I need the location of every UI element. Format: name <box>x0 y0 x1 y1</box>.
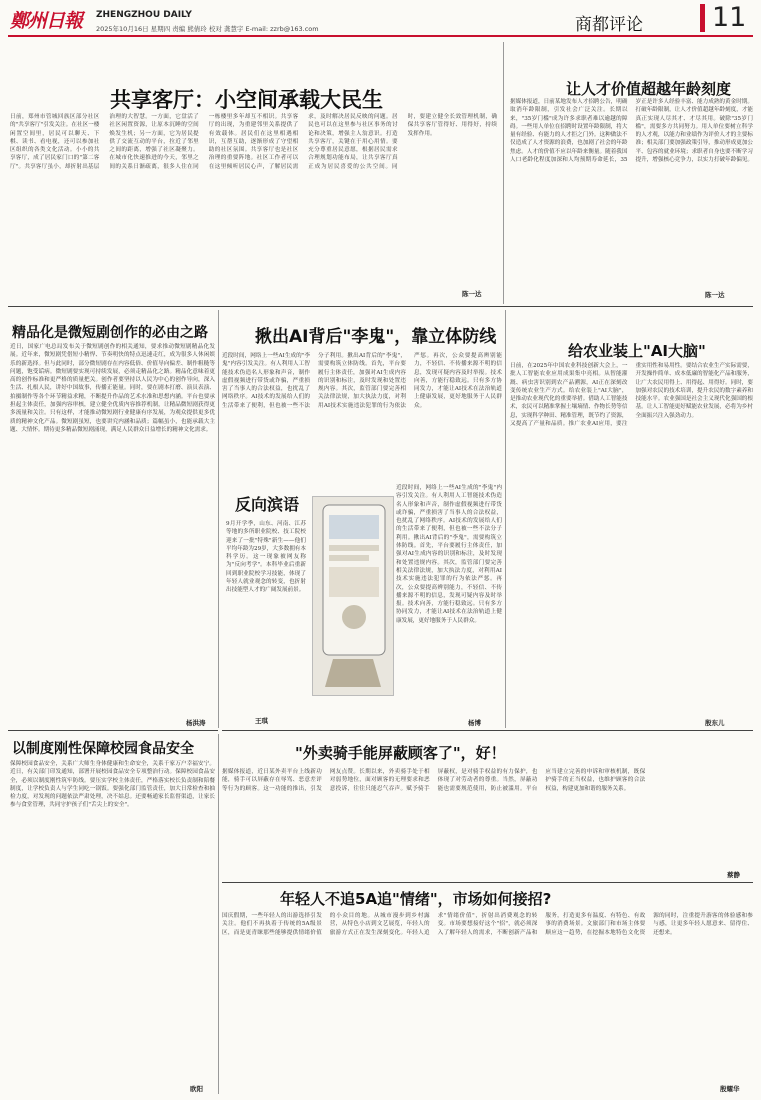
article7-body: 据媒体报道，近日某外卖平台上线新功能，骑手可以屏蔽存在辱骂、恶意差评等行为的顾客。这一功能的推出，引发网友点赞。长期以来，外卖骑手处于相对弱势地位，面对顾客的无理要求和恶意投诉，往往只能忍气吞声。赋予骑手屏蔽权，是对骑手权益的有力保护，也体现了对劳动者的尊重。当然，屏蔽功能也需要规范使用，防止被滥用。平台应当建立完善的申诉和审核机制，既保护骑手的正当权益，也维护顾客的合法权益，构建更加和谐的服务关系。 <box>222 769 646 792</box>
article5-author: 殷东儿 <box>705 719 725 727</box>
page-number: 11 <box>712 2 747 33</box>
issue-info: 2025年10月16日 星期四 责编 熊倩玲 校对 龚慧宇 E-mail: zzrb@163.com <box>96 25 319 33</box>
article8-author: 殷耀华 <box>720 1085 740 1093</box>
masthead-rule <box>8 35 753 37</box>
article2-body: 据媒体报道，日前某地发布人才招聘公告，明确取消年龄限制，引发社会广泛关注。长期以来，"35岁门槛"成为许多求职者难以逾越的障碍。一些用人单位在招聘时设置年龄限制，将大量有经验、有能力的人才拒之门外。这种做法不仅造成了人才资源的浪费，也加剧了社会的年龄焦虑。人才的价值不应以年龄来衡量。随着我国人口老龄化程度加深和人均预期寿命延长，35岁正是许多人经验丰富、能力成熟的黄金时期。打破年龄限制，让人才价值超越年龄刻度，才能真正实现人尽其才、才尽其用。破除"35岁门槛"，需要多方共同努力。用人单位要树立科学的人才观，以能力和业绩作为评价人才的主要标准；相关部门要加强政策引导，推动形成更加公平、包容的就业环境；求职者自身也要不断学习提升，增强核心竞争力，以实力打破年龄偏见。 <box>510 99 753 164</box>
column-author: 王琪 <box>255 717 268 725</box>
section-name: 商都评论 <box>575 15 643 35</box>
article1-title: 共享客厅：小空间承载大民生 <box>110 88 383 112</box>
article1-author: 陈一达 <box>462 290 482 298</box>
column-divider <box>505 310 506 728</box>
article6-title: 以制度刚性保障校园食品安全 <box>12 741 194 757</box>
section-rule-1 <box>8 306 753 307</box>
section-rule-3 <box>222 730 753 731</box>
article5-title: 给农业装上"AI大脑" <box>568 342 706 360</box>
article5-body: 日前，在2025年中国农业科技创新大会上，一批人工智能农业应用成果集中亮相。从智能灌溉、病虫害识别到农产品溯源，AI正在深刻改变传统农业生产方式。给农业装上"AI大脑"，是推动农业现代化的重要举措。借助人工智能技术，农民可以精准掌握土壤墒情、作物长势等信息，实现科学种田、精准管理，既节约了资源，又提高了产量和品质。推广农业AI应用，要注重实用性和易用性。要结合农业生产实际需要，开发操作简单、成本低廉的智能化产品和服务，让广大农民用得上、用得起、用得好。同时，要加强对农民的技术培训，提升农民的数字素养和技能水平。农业强国是社会主义现代化强国的根基。让人工智能更好赋能农业发展，必将为乡村全面振兴注入强劲动力。 <box>510 363 753 428</box>
article4-author: 杨博 <box>468 719 481 727</box>
article4-body: 近段时间，网络上一些AI生成的"李鬼"内容引发关注。有人利用人工智能技术伪造名人形象和声音，制作虚假视频进行带货或诈骗，严重损害了当事人的合法权益，也扰乱了网络秩序。AI技术的发展给人们的生活带来了便利，但也被一些不法分子利用。揪出AI背后的"李鬼"，需要构筑立体防线。首先，平台要履行主体责任，加强对AI生成内容的识别和标注，及时发现和处置违规内容。其次，监管部门要完善相关法律法规，加大执法力度，对利用AI技术实施违法犯罪的行为依法严惩。再次，公众要提高辨别能力，不轻信、不传播来源不明的信息，发现可疑内容及时举报。技术向善，方能行稳致远。只有多方协同发力，才能让AI技术在法治轨道上健康发展，更好地服务于人民群众。 <box>396 485 502 624</box>
article4-title: 揪出AI背后"李鬼"，靠立体防线 <box>255 327 497 347</box>
newspaper-logo: 鄭州日報 <box>10 10 83 32</box>
column-title: 反向滨语 <box>235 495 300 514</box>
section-rule-2 <box>8 730 218 731</box>
article1-body: 日前，郑州市管城回族区部分社区的"共享客厅"引发关注。在社区一楼闲置空间里，居民可以聊天、下棋、读书、看电视，还可以参加社区组织的各类文化活动。小小的共享客厅，成了居民家门口的"第二客厅"。共享客厅虽小，却折射出基层治理的大智慧。一方面，它盘活了社区闲置资源，让原本沉睡的空间焕发生机；另一方面，它为居民提供了交流互动的平台，拉近了邻里之间的距离，增强了社区凝聚力。在城市化快速推进的今天，邻里之间的关系日渐疏离，很多人住在同一栋楼里多年却互不相识。共享客厅的出现，为重建邻里关系提供了有效载体。居民们在这里相遇相识，互帮互助，逐渐形成了守望相助的社区氛围。共享客厅也是社区治理的重要阵地。社区工作者可以在这里倾听居民心声，了解居民需求，及时解决居民反映的问题。居民也可以在这里参与社区事务的讨论和决策，增强主人翁意识。打造共享客厅，关键在于用心用情。要充分尊重居民意愿，根据居民需求合理规划功能布局，让共享客厅真正成为居民喜爱的公共空间。同时，要建立健全长效管理机制，确保共享客厅管得好、用得好，持续发挥作用。 <box>10 114 497 170</box>
page-number-bar <box>700 4 705 32</box>
section-rule-4 <box>222 882 753 883</box>
article8-title: 年轻人不追5A追"情绪"，市场如何接招? <box>280 890 552 908</box>
article3-body: 近日，国家广电总局发布关于微短剧创作的相关通知，要求推动微短剧精品化发展。近年来，微短剧凭借短小精悍、节奏明快的特点迅速走红，成为很多人休闲娱乐的新选择。但与此同时，部分微短剧存在内容低俗、价值导向偏差、制作粗糙等问题，饱受诟病。微短剧要实现可持续发展，必须走精品化之路。精品化意味着更高的创作标准和更严格的质量把关。创作者要坚持以人民为中心的创作导向，深入生活、扎根人民，讲好中国故事，传播正能量。同时，要在剧本打磨、演员表演、拍摄制作等各个环节精益求精，不断提升作品的艺术水准和思想内涵。平台也要承担起主体责任，加强内容审核，建立健全优质内容推荐机制，让精品微短剧获得更多流量和关注。只有这样，才能推动微短剧行业健康有序发展，为观众提供更多优质的精神文化产品。微短剧虽短，也要讲究内涵和品质；篇幅虽小，也能承载大主题、大情怀。期待更多精品微短剧涌现，满足人民群众日益增长的精神文化需求。 <box>10 344 215 433</box>
article2-title: 让人才价值超越年龄刻度 <box>566 80 732 98</box>
column-divider <box>218 734 219 1094</box>
column-body: 9月开学季，山东、河南、江苏等地的多所职业院校、技工院校迎来了一批"特殊"新生——他们平均年龄为29岁，大多数拥有本科学历。这一现象被网友称为"反向考学"。本科毕业后重新回到职业院校学习技能，体现了年轻人就业观念的转变，也折射出技能型人才的广阔发展前景。 <box>226 521 306 594</box>
column-divider <box>218 310 219 728</box>
phone-illustration <box>312 496 394 696</box>
article3-author: 杨洪涛 <box>186 719 206 727</box>
article6-author: 欧阳 <box>190 1085 203 1093</box>
newspaper-english-name: ZHENGZHOU DAILY <box>96 10 192 20</box>
article3-title: 精品化是微短剧创作的必由之路 <box>12 325 208 341</box>
article7-author: 蔡静 <box>727 871 740 879</box>
article8-body: 国庆假期，一些年轻人的出游选择引发关注。他们不再执着于传统的5A级景区，而是更青睐那些能够提供情绪价值的小众目的地。从城市漫步到乡村露营，从特色小店到文艺展览，年轻人的旅游方式正在发生深刻变化。年轻人追求"情绪价值"，折射出消费观念的转变。市场要想接好这个"招"，就必须深入了解年轻人的需求，不断创新产品和服务，打造更多有温度、有特色、有故事的消费场景。文旅部门和市场主体要顺应这一趋势，在挖掘本地特色文化资源的同时，注重提升游客的体验感和参与感，让更多年轻人愿意来、留得住、还想来。 <box>222 913 753 936</box>
article6-body: 保障校园食品安全，关系广大师生身体健康和生命安全，关系千家万户幸福安宁。近日，有关部门印发通知，部署开展校园食品安全专项整治行动。保障校园食品安全，必须以制度刚性筑牢防线。要压实学校主体责任，严格落实校长负责制和陪餐制度，让学校负责人与学生同吃一锅饭。要强化部门监管责任，加大日常检查和抽检力度，对发现的问题依法严肃处理，决不姑息。还要畅通家长监督渠道，让家长参与食堂管理，共同守护孩子们"舌尖上的安全"。 <box>10 761 215 809</box>
article7-title: "外卖骑手能屏蔽顾客了"，好！ <box>295 744 506 762</box>
article4-body-top: 近段时间，网络上一些AI生成的"李鬼"内容引发关注。有人利用人工智能技术伪造名人形象和声音，制作虚假视频进行带货或诈骗，严重损害了当事人的合法权益，也扰乱了网络秩序。AI技术的发展给人们的生活带来了便利，但也被一些不法分子利用。揪出AI背后的"李鬼"，需要构筑立体防线。首先，平台要履行主体责任，加强对AI生成内容的识别和标注，及时发现和处置违规内容。其次，监管部门要完善相关法律法规，加大执法力度，对利用AI技术实施违法犯罪的行为依法严惩。再次，公众要提高辨别能力，不轻信、不传播来源不明的信息，发现可疑内容及时举报。技术向善，方能行稳致远。只有多方协同发力，才能让AI技术在法治轨道上健康发展，更好地服务于人民群众。 <box>222 353 502 409</box>
column-divider <box>503 42 504 304</box>
article2-author: 陈一达 <box>705 291 725 299</box>
